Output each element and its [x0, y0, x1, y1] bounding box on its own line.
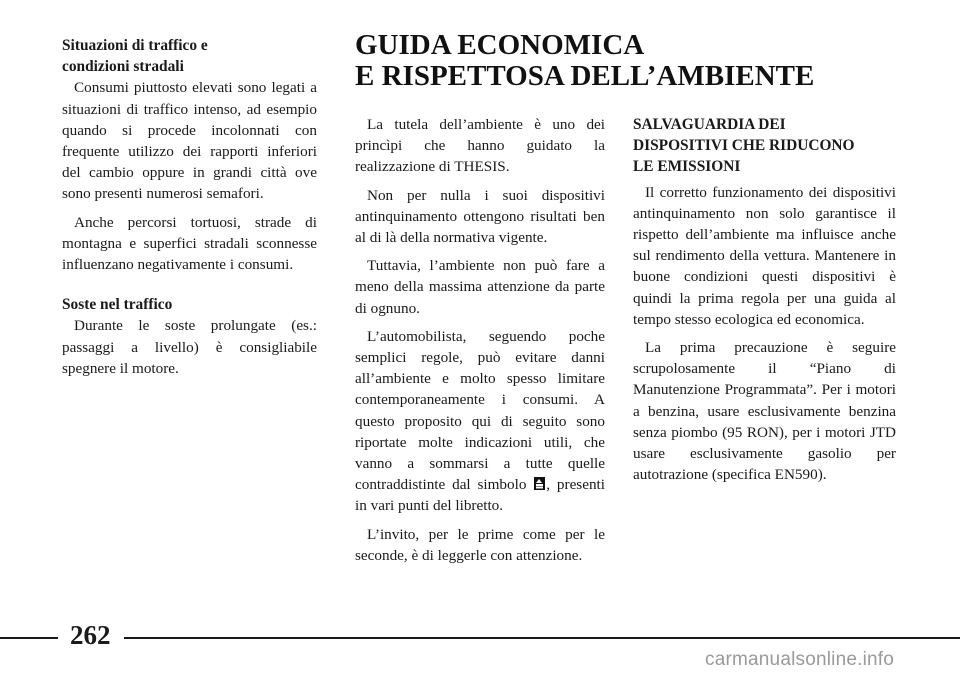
- paragraph: Anche percorsi tortuosi, strade di montagna e superfici stradali sconnesse influenzano negativamente i consumi.: [62, 213, 317, 274]
- footer-rule-right: [124, 637, 960, 639]
- title-line-1: GUIDA ECONOMICA: [355, 29, 645, 61]
- watermark: carmanualsonline.info: [705, 649, 895, 670]
- middle-column: [355, 114, 605, 573]
- paragraph: Durante le soste prolungate (es.: passaggi a livello) è consigliabile spegnere il motore.: [62, 317, 317, 377]
- section-heading-stops: Soste nel traffico: [62, 296, 173, 314]
- section-heading-traffic: [62, 35, 317, 77]
- page-title: [355, 30, 814, 92]
- paragraph-text-after-icon: , presenti in vari punti del libretto.: [355, 476, 605, 515]
- heading-line: condizioni stradali: [62, 58, 184, 76]
- heading-line: DISPOSITIVI CHE RIDUCONO: [633, 137, 855, 155]
- right-column: [633, 114, 896, 492]
- paragraph-with-symbol: [355, 326, 605, 517]
- left-column: [62, 35, 317, 386]
- paragraph: Consumi piuttosto elevati sono legati a situazioni di traffico intenso, ad esempio quando si procede incolonnati con frequente utilizzo dei rapporti inferiori del cambio oppure in grandi città ove sono presenti numerosi semafori.: [62, 79, 317, 203]
- paragraph: La tutela dell’ambiente è uno dei princìpi che hanno guidato la realizzazione di THESIS.: [355, 116, 605, 176]
- paragraph: La prima precauzione è seguire scrupolosamente il “Piano di Manutenzione Programmata”. Per i motori a benzina, usare esclusivamente benzina senza piombo (95 RON), per i motori JTD usare esclusivamente gasolio per autotrazione (specifica EN590).: [633, 339, 896, 484]
- page-number: 262: [70, 620, 111, 650]
- section-heading-emissions: [633, 114, 896, 178]
- title-line-2: E RISPETTOSA DELL’AMBIENTE: [355, 60, 815, 92]
- environment-symbol-icon: [534, 477, 545, 490]
- paragraph-text-before-icon: L’automobilista, seguendo poche semplici regole, può evitare danni all’ambiente e molto spesso limitare contemporaneamente i consumi. A questo proposito qui di seguito sono riportate molte indicazioni utili, che vanno a sommarsi a tutte quelle contraddistinte dal simbolo: [355, 327, 605, 494]
- heading-line: LE EMISSIONI: [633, 158, 741, 176]
- footer-rule-left: [0, 637, 58, 639]
- heading-line: Situazioni di traffico e: [62, 37, 208, 54]
- paragraph: L’invito, per le prime come per le seconde, è di leggerle con attenzione.: [355, 525, 605, 564]
- heading-line: SALVAGUARDIA DEI: [633, 116, 786, 133]
- paragraph: Non per nulla i suoi dispositivi antinquinamento ottengono risultati ben al di là della normativa vigente.: [355, 186, 605, 247]
- paragraph: Il corretto funzionamento dei dispositivi antinquinamento non solo garantisce il rispetto dell’ambiente ma influisce anche sul rendimento della vettura. Mantenere in buone condizioni questi dispositivi è quindi la prima regola per una guida al tempo stesso ecologica ed economica.: [633, 183, 896, 328]
- paragraph: Tuttavia, l’ambiente non può fare a meno della massima attenzione da parte di ognuno.: [355, 257, 605, 317]
